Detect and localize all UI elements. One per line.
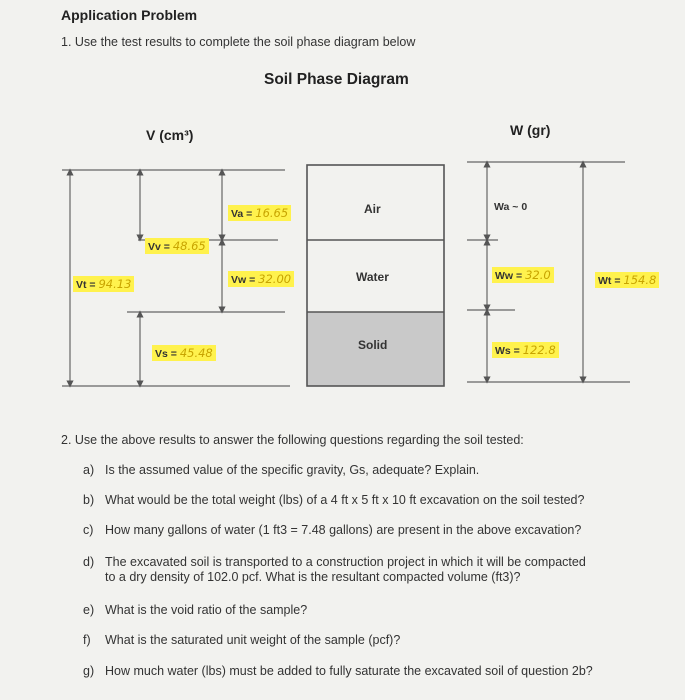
air-label: Air xyxy=(364,202,381,216)
water-label: Water xyxy=(356,270,389,284)
question-d: d) The excavated soil is transported to a construction project in which it will be compacted xyxy=(83,555,586,569)
question-f: f) What is the saturated unit weight of the sample (pcf)? xyxy=(83,633,401,647)
ws-value: 122.8 xyxy=(522,343,556,357)
questions-intro: 2. Use the above results to answer the following questions regarding the soil tested: xyxy=(61,433,524,447)
vv-label: Vv = 48.65 xyxy=(145,238,209,254)
question-g: g) How much water (lbs) must be added to fully saturate the excavated soil of question 2b? xyxy=(83,664,593,678)
vw-value: 32.00 xyxy=(258,272,292,286)
ww-label: Ww = 32.0 xyxy=(492,267,554,283)
vs-value: 45.48 xyxy=(179,346,213,360)
diagram-title: Soil Phase Diagram xyxy=(264,71,409,88)
vw-label: Vw = 32.00 xyxy=(228,271,294,287)
instruction-text: 1. Use the test results to complete the soil phase diagram below xyxy=(61,35,416,49)
question-a: a) Is the assumed value of the specific gravity, Gs, adequate? Explain. xyxy=(83,463,480,477)
question-d-cont: to a dry density of 102.0 pcf. What is the resultant compacted volume (ft3)? xyxy=(105,570,521,584)
solid-label: Solid xyxy=(358,338,388,352)
vv-value: 48.65 xyxy=(172,239,206,253)
wt-value: 154.8 xyxy=(623,273,657,287)
wa-label: Wa ~ 0 xyxy=(494,201,528,213)
weight-axis-title: W (gr) xyxy=(510,122,551,138)
vt-value: 94.13 xyxy=(98,277,132,291)
ww-value: 32.0 xyxy=(525,268,551,282)
ws-label: Ws = 122.8 xyxy=(492,342,559,358)
question-e: e) What is the void ratio of the sample? xyxy=(83,603,308,617)
question-b: b) What would be the total weight (lbs) of a 4 ft x 5 ft x 10 ft excavation on the soil tested? xyxy=(83,493,585,507)
question-c: c) How many gallons of water (1 ft3 = 7.48 gallons) are present in the above excavation? xyxy=(83,523,582,537)
vt-label: Vt = 94.13 xyxy=(73,276,134,292)
va-label: Va = 16.65 xyxy=(228,205,291,221)
volume-axis-title: V (cm³) xyxy=(146,127,194,143)
wt-label: Wt = 154.8 xyxy=(595,272,659,288)
vs-label: Vs = 45.48 xyxy=(152,345,216,361)
va-value: 16.65 xyxy=(255,206,289,220)
page-heading: Application Problem xyxy=(61,7,198,23)
